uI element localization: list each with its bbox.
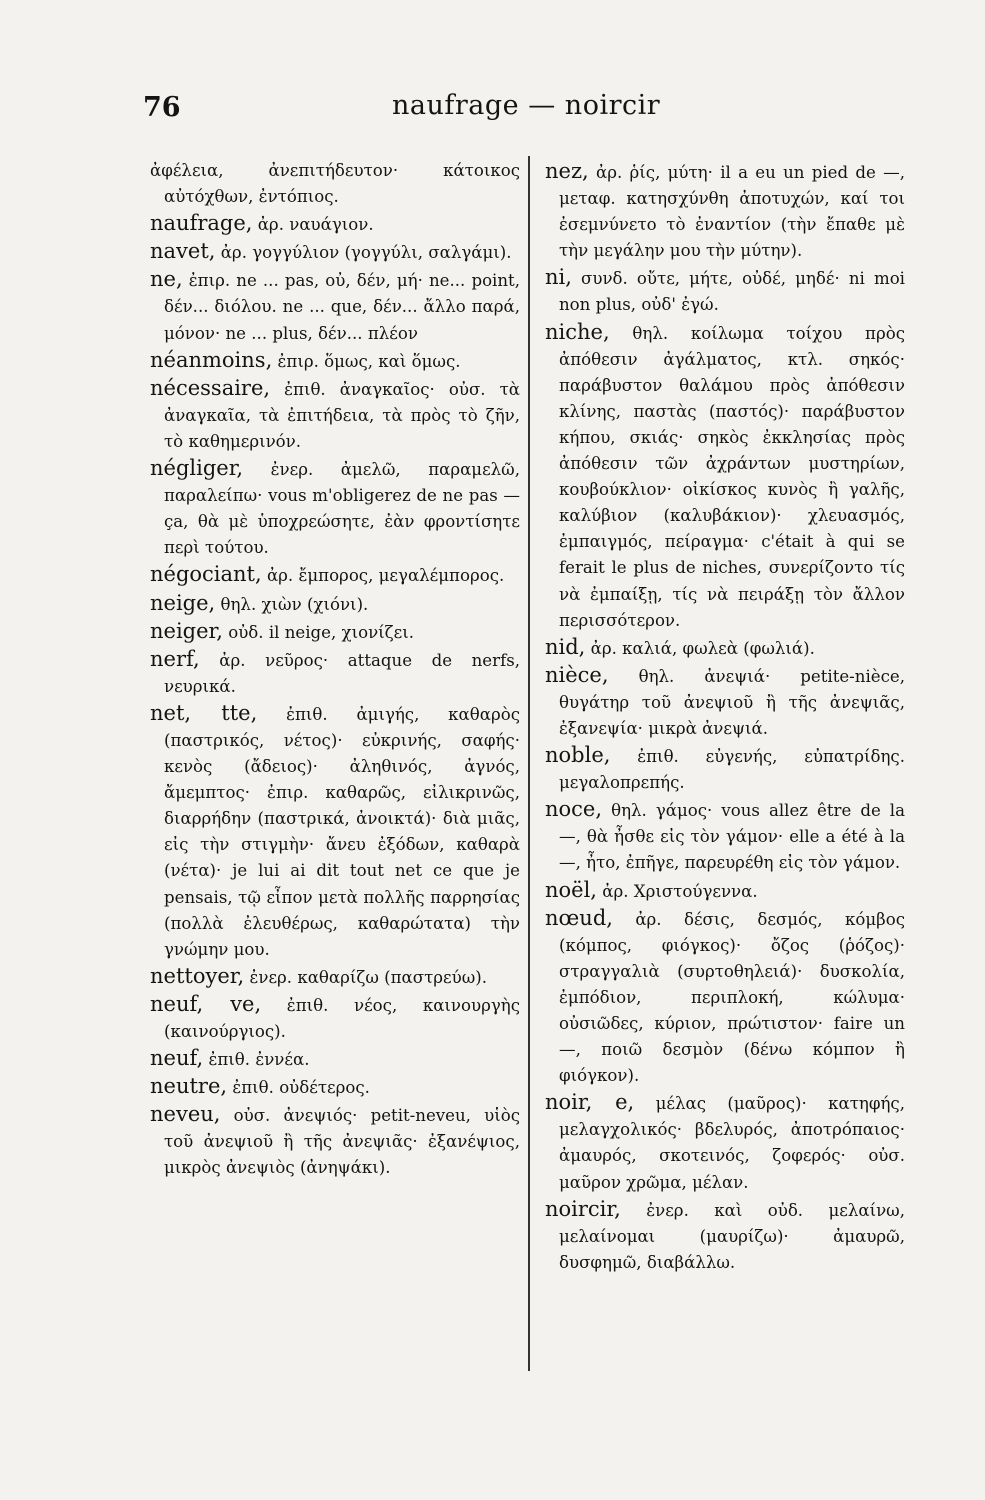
- entry-headword: ne,: [150, 267, 183, 292]
- entry-headword: neuf, ve,: [150, 991, 262, 1016]
- dictionary-entry: [545, 264, 905, 318]
- entry-text: οὐσ. ἀνεψιός· petit-neveu, υἱὸς τοῦ ἀνεψιοῦ ἢ τῆς ἀνεψιᾶς· ἐξανέψιος, μικρὸς ἀνεψιὸς (ἀνηψάκι).: [164, 1106, 520, 1178]
- entry-text: ἐπιθ. ἀναγκαῖος· οὐσ. τὰ ἀναγκαῖα, τὰ ἐπιτήδεια, τὰ πρὸς τὸ ζῆν, τὸ καθημερινόν.: [164, 379, 520, 451]
- entry-text: ἀρ. γογγύλιον (γογγύλι, σαλγάμι).: [215, 243, 512, 263]
- dictionary-entry: [545, 742, 905, 796]
- entry-headword: ni,: [545, 265, 572, 290]
- entry-text: θηλ. ἀνεψιά· petite-nièce, θυγάτηρ τοῦ ἀνεψιοῦ ἢ τῆς ἀνεψιᾶς, ἐξανεψία· μικρὰ ἀνεψιά.: [559, 666, 905, 738]
- dictionary-entry: [150, 266, 520, 346]
- dictionary-entry: [545, 158, 905, 264]
- entry-headword: nez,: [545, 159, 589, 183]
- dictionary-entry: [545, 1196, 905, 1276]
- entry-headword: noël,: [545, 877, 597, 902]
- entry-text: ἀρ. καλιά, φωλεὰ (φωλιά).: [585, 638, 815, 658]
- entry-text: ἀρ. ἔμπορος, μεγαλέμπορος.: [261, 566, 505, 586]
- dictionary-entry: [150, 590, 520, 618]
- entry-text: ἐπιρ. ὅμως, καὶ ὅμως.: [272, 351, 461, 371]
- entry-headword: net, tte,: [150, 700, 258, 725]
- entry-headword: noble,: [545, 743, 611, 768]
- entry-text: ἐπιθ. νέος, καινουργὴς (καινούργιος).: [164, 995, 520, 1041]
- entry-headword: nœud,: [545, 905, 613, 930]
- entry-headword: neuf,: [150, 1046, 204, 1071]
- entry-headword: néanmoins,: [150, 347, 273, 372]
- entry-text: οὐδ. il neige, χιονίζει.: [222, 622, 415, 642]
- entry-headword: négliger,: [150, 456, 244, 481]
- dictionary-entry: [545, 877, 905, 905]
- entry-text: ἐπιρ. ne ... pas, οὐ, δέν, μή· ne... point, δέν... διόλου. ne ... que, δέν... ἄλλο παρά, μόνον· ne ... plus, δέν... πλέον: [164, 271, 520, 343]
- dictionary-entry: [150, 646, 520, 700]
- dictionary-entry: [545, 634, 905, 662]
- entry-headword: nécessaire,: [150, 375, 271, 400]
- entry-headword: neutre,: [150, 1074, 228, 1099]
- dictionary-entry: [150, 238, 520, 266]
- entry-headword: neveu,: [150, 1102, 221, 1127]
- entry-text: ἐπιθ. οὐδέτερος.: [227, 1078, 370, 1098]
- right-column: [545, 158, 905, 1276]
- entry-headword: nerf,: [150, 646, 200, 671]
- entry-headword: naufrage,: [150, 211, 253, 236]
- entry-text: ἐνερ. ἀμελῶ, παραμελῶ, παραλείπω· vous m'obligerez de ne pas — ça, θὰ μὲ ὑποχρεώσητε, ἐὰν φροντίσητε περὶ τούτου.: [164, 460, 520, 558]
- entry-text: ἀρ. ῥίς, μύτη· il a eu un pied de —, μεταφ. κατησχύνθη ἀποτυχών, καί τοι ἐσεμνύνετο τὸ ἐναντίον (τὴν ἔπαθε μὲ τὴν μεγάλην μου τὴν μύτην).: [559, 163, 905, 261]
- dictionary-entry: [150, 1045, 520, 1073]
- left-column: [150, 158, 520, 1182]
- dictionary-entry: [150, 991, 520, 1045]
- entry-headword: négociant,: [150, 562, 262, 587]
- entry-text: ἐπιθ. εὐγενής, εὐπατρίδης. μεγαλοπρεπής.: [559, 747, 905, 793]
- dictionary-entry: [150, 1073, 520, 1101]
- entry-headword: nettoyer,: [150, 963, 245, 988]
- dictionary-entry: [150, 1101, 520, 1181]
- entry-text: μέλας (μαῦρος)· κατηφής, μελαγχολικός· βδελυρός, ἀποτρόπαιος· ἀμαυρός, σκοτεινός, ζοφερός· οὐσ. μαῦρον χρῶμα, μέλαν.: [559, 1094, 905, 1192]
- dictionary-entry: [150, 375, 520, 455]
- dictionary-entry: [545, 662, 905, 742]
- entry-text: ἐπιθ. ἀμιγής, καθαρὸς (παστρικός, νέτος)· εὐκρινής, σαφής· κενὸς (ἄδειος)· ἀληθινός, ἀγνός, ἄμεμπτος· ἐπιρ. καθαρῶς, εἰλικρινῶς, διαρρήδην (παστρικά, ἀνοικτά)· διὰ μιᾶς, εἰς τὴν στιγμὴν· ἄνευ ἐξόδων, καθαρὰ (νέτα)· je lui ai dit tout net ce que je pensais, τῷ εἶπον μετὰ πολλῆς παρρησίας (πολλὰ ἐλευθέρως, καθαρώτατα) τὴν γνώμην μου.: [164, 704, 520, 959]
- entry-headword: neiger,: [150, 618, 223, 643]
- dictionary-entry: [545, 796, 905, 876]
- dictionary-entry: [150, 158, 520, 210]
- dictionary-entry: [150, 210, 520, 238]
- entry-text: ἐνερ. καὶ οὐδ. μελαίνω, μελαίνομαι (μαυρίζω)· ἀμαυρῶ, δυσφημῶ, διαβάλλω.: [559, 1200, 905, 1272]
- entry-text: συνδ. οὔτε, μήτε, οὐδέ, μηδέ· ni moi non plus, οὐδ' ἐγώ.: [559, 269, 905, 315]
- dictionary-entry: [150, 561, 520, 589]
- entry-text: ἀρ. δέσις, δεσμός, κόμβος (κόμπος, φιόγκος)· ὄζος (ῥόζος)· στραγγαλιὰ (συρτοθηλειά)· δυσκολία, ἐμπόδιον, περιπλοκή, κώλυμα· οὐσιῶδες, κύριον, πρώτιστον· faire un —, ποιῶ δεσμὸν (δένω κόμπον ἢ φιόγκον).: [559, 909, 905, 1086]
- entry-text: θηλ. γάμος· vous allez être de la —, θὰ ἦσθε εἰς τὸν γάμον· elle a été à la —, ἦτο, ἐπῆγε, παρευρέθη εἰς τὸν γάμον.: [559, 801, 905, 873]
- entry-headword: nièce,: [545, 662, 609, 687]
- entry-text: ἀφέλεια, ἀνεπιτήδευτον· κάτοικος αὐτόχθων, ἐντόπιος.: [150, 161, 520, 207]
- dictionary-entry: [545, 1089, 905, 1195]
- entry-text: θηλ. χιὼν (χιόνι).: [215, 594, 369, 614]
- dictionary-entry: [150, 347, 520, 375]
- entry-headword: nid,: [545, 634, 586, 659]
- running-head: naufrage — noircir: [392, 90, 661, 121]
- entry-text: ἀρ. ναυάγιον.: [252, 215, 374, 235]
- dictionary-entry: [150, 455, 520, 561]
- dictionary-entry: [150, 963, 520, 991]
- entry-text: ἐπιθ. ἐννέα.: [203, 1050, 310, 1070]
- entry-text: ἀρ. νεῦρος· attaque de nerfs, νευρικά.: [164, 650, 520, 696]
- entry-headword: niche,: [545, 319, 610, 344]
- entry-text: ἀρ. Χριστούγεννα.: [597, 881, 758, 901]
- entry-headword: noircir,: [545, 1196, 621, 1221]
- entry-headword: noir, e,: [545, 1090, 635, 1115]
- entry-text: θηλ. κοίλωμα τοίχου πρὸς ἀπόθεσιν ἀγάλματος, κτλ. σηκός· παράβυστον θαλάμου πρὸς ἀπόθεσιν κλίνης, παστὰς (παστός)· παράβυστον κήπου, σκιάς· σηκὸς ἐκκλησίας πρὸς ἀπόθεσιν τῶν ἀχράντων μυστηρίων, κουβούκλιον· οἰκίσκος κυνὸς ἢ γαλῆς, καλύβιον (καλυβάκιον)· χλευασμός, ἐμπαιγμός, πείραγμα· c'était à qui se ferait le plus de niches, συνερίζοντο τίς νὰ ἐμπαίξῃ, τίς νὰ πειράξῃ τὸν ἄλλον περισσότερον.: [559, 323, 905, 630]
- entry-text: ἐνερ. καθαρίζω (παστρεύω).: [244, 967, 487, 987]
- dictionary-entry: [545, 319, 905, 634]
- dictionary-entry: [545, 905, 905, 1090]
- entry-headword: neige,: [150, 590, 216, 615]
- entry-headword: noce,: [545, 797, 603, 822]
- entry-headword: navet,: [150, 239, 216, 264]
- page-number: 76: [143, 92, 181, 123]
- dictionary-entry: [150, 700, 520, 963]
- dictionary-entry: [150, 618, 520, 646]
- column-divider: [528, 156, 530, 1371]
